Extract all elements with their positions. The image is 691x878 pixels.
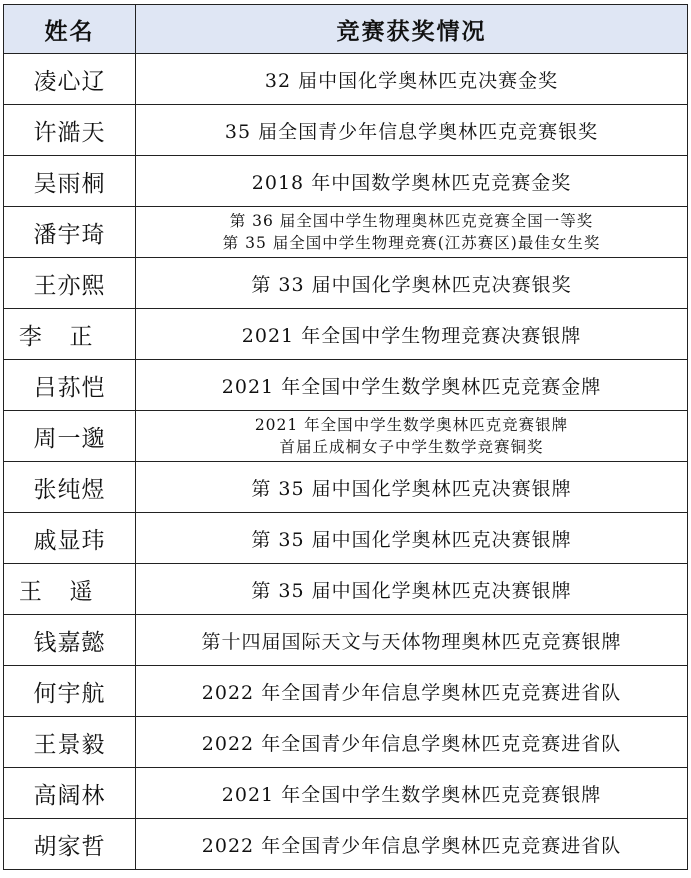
table-row	[4, 156, 688, 207]
award-description	[136, 156, 688, 207]
table-row	[4, 54, 688, 105]
award-description	[136, 360, 688, 411]
table-row	[4, 666, 688, 717]
student-name: 潘宇琦	[4, 207, 136, 258]
table-row	[4, 207, 688, 258]
award-description	[136, 258, 688, 309]
student-name: 王遥	[4, 564, 136, 615]
award-line: 第十四届国际天文与天体物理奥林匹克竞赛银牌	[201, 630, 622, 653]
award-line: 2022 年全国青少年信息学奥林匹克竞赛进省队	[201, 732, 622, 755]
award-line: 首届丘成桐女子中学生数学竞赛铜奖	[279, 438, 544, 456]
award-line: 35 届全国青少年信息学奥林匹克竞赛银奖	[224, 120, 599, 143]
award-line: 32 届中国化学奥林匹克决赛金奖	[264, 69, 559, 92]
award-description	[136, 717, 688, 768]
award-description	[136, 462, 688, 513]
student-name: 吕荪恺	[4, 360, 136, 411]
student-name: 王景毅	[4, 717, 136, 768]
award-description	[136, 309, 688, 360]
student-name: 李正	[4, 309, 136, 360]
table-header-row	[4, 5, 688, 54]
header-award: 竞赛获奖情况	[136, 5, 688, 54]
table-row	[4, 717, 688, 768]
award-description	[136, 768, 688, 819]
student-name: 何宇航	[4, 666, 136, 717]
student-name: 戚显玮	[4, 513, 136, 564]
table-row	[4, 309, 688, 360]
student-name: 张纯煜	[4, 462, 136, 513]
award-line: 第 35 届中国化学奥林匹克决赛银牌	[251, 579, 572, 602]
table-row	[4, 513, 688, 564]
award-line: 2021 年全国中学生数学奥林匹克竞赛银牌	[254, 416, 569, 434]
award-line: 第 35 届中国化学奥林匹克决赛银牌	[251, 477, 572, 500]
award-line: 第 35 届全国中学生物理竞赛(江苏赛区)最佳女生奖	[222, 234, 601, 252]
award-description	[136, 513, 688, 564]
student-name: 凌心辽	[4, 54, 136, 105]
student-name: 许澔天	[4, 105, 136, 156]
award-line: 2021 年全国中学生数学奥林匹克竞赛银牌	[221, 783, 602, 806]
student-name: 胡家哲	[4, 819, 136, 870]
award-line: 第 35 届中国化学奥林匹克决赛银牌	[251, 528, 572, 551]
award-description	[136, 54, 688, 105]
table-row	[4, 105, 688, 156]
award-description	[136, 819, 688, 870]
award-description	[136, 207, 688, 258]
student-name: 吴雨桐	[4, 156, 136, 207]
award-line: 第 36 届全国中学生物理奥林匹克竞赛全国一等奖	[229, 212, 594, 230]
table-row	[4, 258, 688, 309]
table-row	[4, 564, 688, 615]
header-name: 姓名	[4, 5, 136, 54]
table-row	[4, 615, 688, 666]
award-line: 2018 年中国数学奥林匹克竞赛金奖	[251, 171, 572, 194]
award-description	[136, 564, 688, 615]
award-table	[3, 4, 688, 870]
award-line: 第 33 届中国化学奥林匹克决赛银奖	[251, 273, 572, 296]
student-name: 周一邈	[4, 411, 136, 462]
student-name: 王亦熙	[4, 258, 136, 309]
table-body	[4, 54, 688, 870]
award-description	[136, 666, 688, 717]
award-line: 2022 年全国青少年信息学奥林匹克竞赛进省队	[201, 681, 622, 704]
award-description	[136, 105, 688, 156]
student-name: 钱嘉懿	[4, 615, 136, 666]
table-row	[4, 411, 688, 462]
table-row	[4, 819, 688, 870]
award-description	[136, 615, 688, 666]
table-row	[4, 768, 688, 819]
award-line: 2021 年全国中学生数学奥林匹克竞赛金牌	[221, 375, 602, 398]
award-line: 2022 年全国青少年信息学奥林匹克竞赛进省队	[201, 834, 622, 857]
award-line: 2021 年全国中学生物理竞赛决赛银牌	[241, 324, 582, 347]
award-description	[136, 411, 688, 462]
student-name: 高阔林	[4, 768, 136, 819]
table-row	[4, 462, 688, 513]
table-row	[4, 360, 688, 411]
